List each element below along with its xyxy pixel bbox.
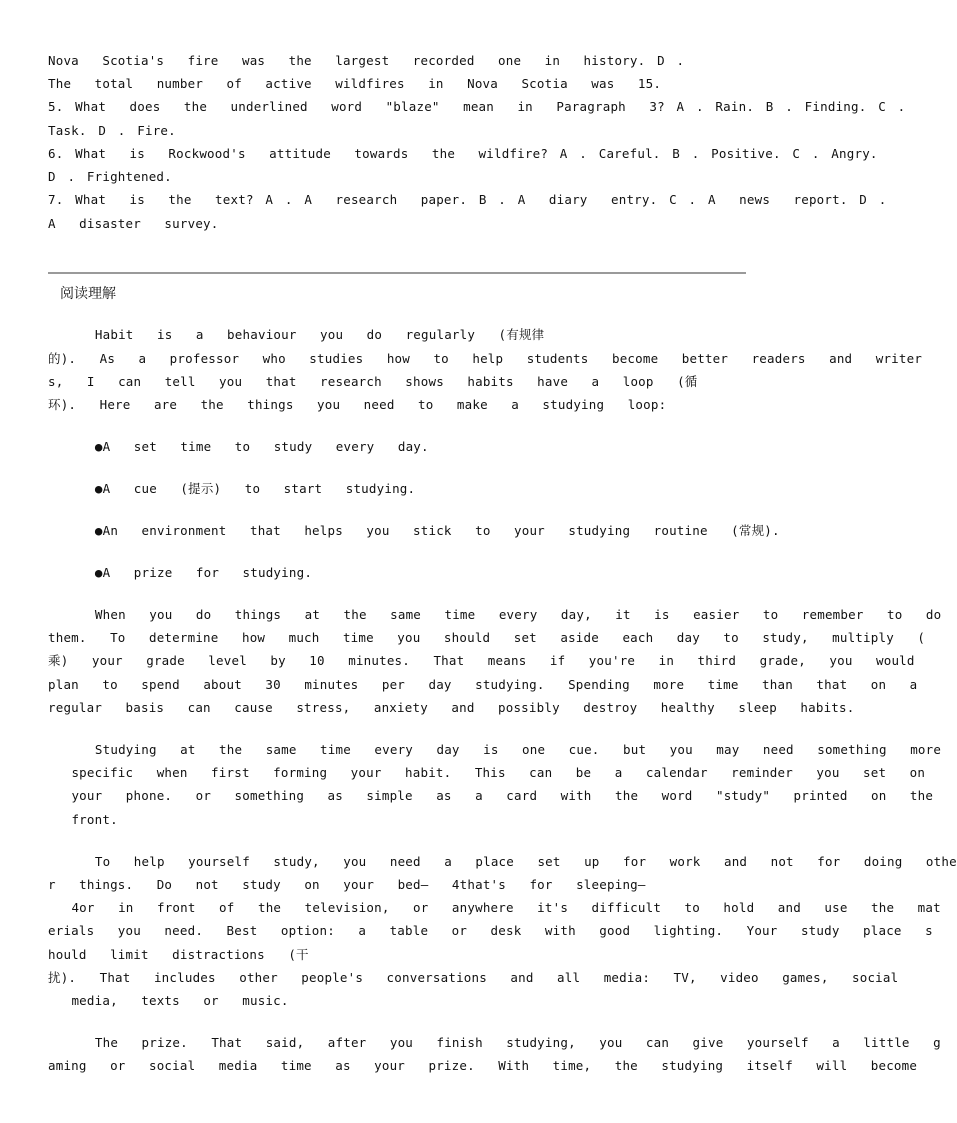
question-6: 6. What is Rockwood's attitude towards the wildfire? A . Careful. B . Positive. C . Angry. xyxy=(48,146,878,161)
passage-line: r things. Do not study on your bed— 4that's for sleeping— xyxy=(48,877,646,892)
passage-line: hould limit distractions (干 xyxy=(48,947,309,962)
section-title: 阅读理解 xyxy=(60,286,116,302)
bullet-item: ●A prize for studying. xyxy=(48,565,313,580)
passage-line: specific when first forming your habit. This can be a calendar reminder you set on xyxy=(48,765,926,780)
passage-line: Studying at the same time every day is one cue. but you may need something more xyxy=(48,742,942,757)
bullet-item: ●A cue (提示) to start studying. xyxy=(48,481,416,496)
passage-line: s, I can tell you that research shows habits have a loop (循 xyxy=(48,374,698,389)
text-line: Nova Scotia's fire was the largest recorded one in history. D . xyxy=(48,53,685,68)
passage-line: aming or social media time as your prize. With time, the studying itself will become xyxy=(48,1058,918,1073)
bullet-item: ●A set time to study every day. xyxy=(48,439,429,454)
question-6-options: D . Frightened. xyxy=(48,169,172,184)
passage-line: 4or in front of the television, or anywhere it's difficult to hold and use the mat xyxy=(48,900,941,915)
passage-line: Habit is a behaviour you do regularly (有规律 xyxy=(48,327,545,342)
passage-line: your phone. or something as simple as a card with the word "study" printed on the xyxy=(48,788,934,803)
passage-line: 扰). That includes other people's conversations and all media: TV, video games, social xyxy=(48,970,899,985)
question-5-options: Task. D . Fire. xyxy=(48,123,176,138)
question-7: 7. What is the text? A . A research paper. B . A diary entry. C . A news report. D . xyxy=(48,192,887,207)
passage-line: 的). As a professor who studies how to help students become better readers and writer xyxy=(48,351,923,366)
question-7-options: A disaster survey. xyxy=(48,216,219,231)
passage-line: plan to spend about 30 minutes per day studying. Spending more time than that on a xyxy=(48,677,918,692)
passage-line: them. To determine how much time you should set aside each day to study, multiply ( xyxy=(48,630,926,645)
passage-line: regular basis can cause stress, anxiety and possibly destroy healthy sleep habits. xyxy=(48,700,855,715)
passage-line: When you do things at the same time every day, it is easier to remember to do xyxy=(48,607,942,622)
passage-line: 乘) your grade level by 10 minutes. That means if you're in third grade, you would xyxy=(48,653,915,668)
passage-line: The prize. That said, after you finish studying, you can give yourself a little g xyxy=(48,1035,941,1050)
passage-line: media, texts or music. xyxy=(48,993,289,1008)
section-divider xyxy=(48,272,746,274)
question-5: 5. What does the underlined word "blaze" mean in Paragraph 3? A . Rain. B . Finding. C . xyxy=(48,99,906,114)
bullet-item: ●An environment that helps you stick to your studying routine (常规). xyxy=(48,523,780,538)
passage-line: 环). Here are the things you need to make a studying loop: xyxy=(48,397,667,412)
passage-line: erials you need. Best option: a table or desk with good lighting. Your study place s xyxy=(48,923,933,938)
passage-line: To help yourself study, you need a place set up for work and not for doing othe xyxy=(48,854,957,869)
text-line: The total number of active wildfires in Nova Scotia was 15. xyxy=(48,76,662,91)
passage-line: front. xyxy=(48,812,118,827)
